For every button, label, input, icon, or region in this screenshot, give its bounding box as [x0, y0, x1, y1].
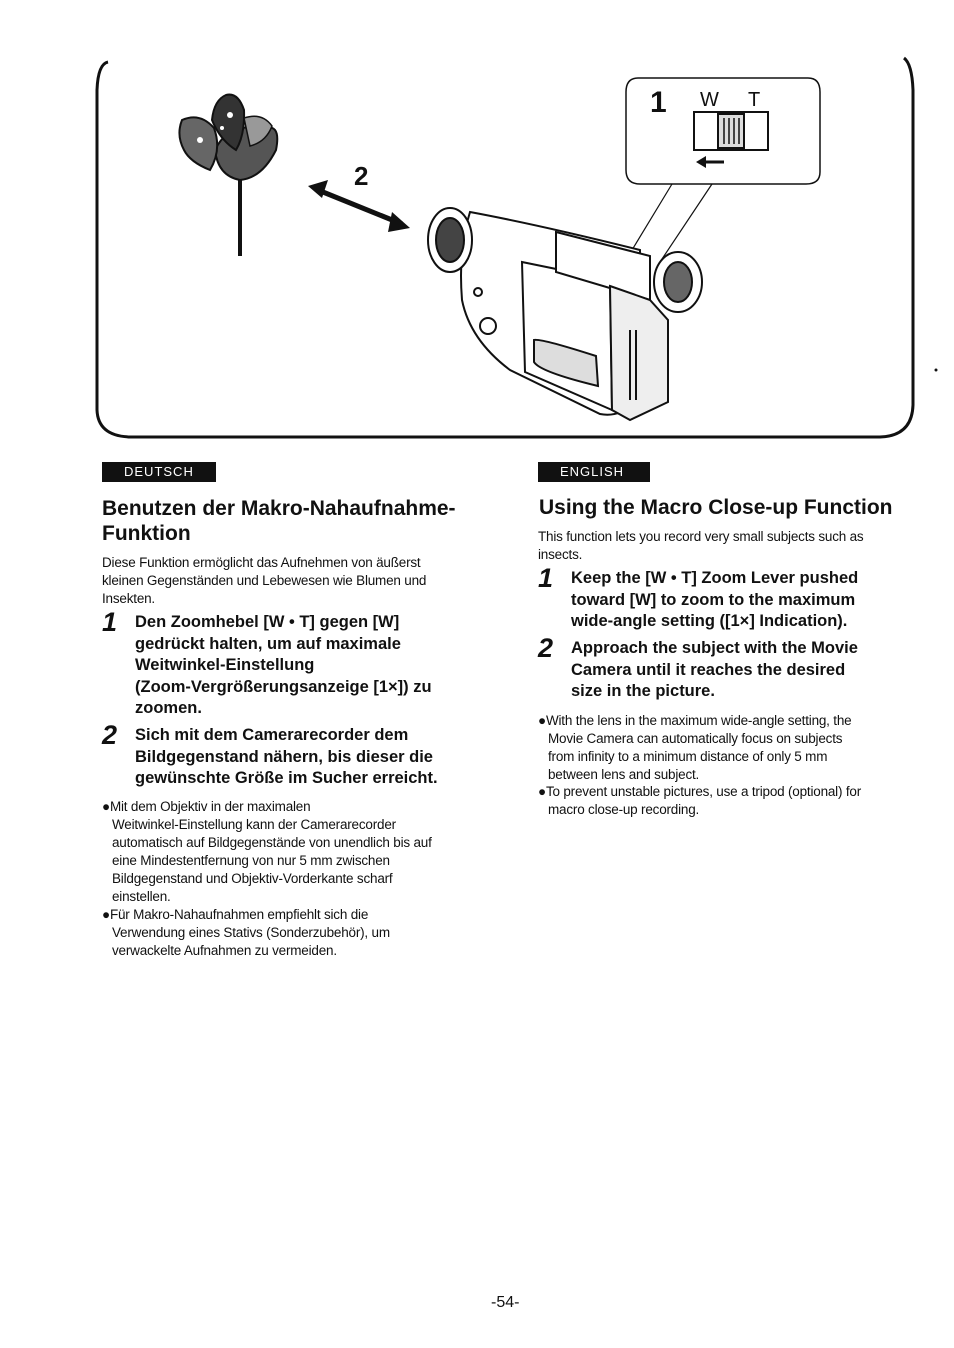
english-step-2-text [571, 638, 938, 703]
deutsch-tab [102, 462, 216, 482]
english-tab-label: ENGLISH [560, 464, 625, 479]
note-line: einstellen. [112, 889, 171, 904]
deutsch-step-1-text [135, 612, 502, 720]
step-line: zoomen. [135, 699, 202, 717]
english-step-1-number: 1 [538, 563, 554, 593]
note-line: ●With the lens in the maximum wide-angle setting, the [538, 713, 852, 728]
english-note-2 [538, 783, 938, 819]
deutsch-intro [102, 554, 502, 607]
step-line: Bildgegenstand nähern, bis dieser die [135, 747, 433, 766]
english-tab [538, 462, 650, 482]
note-line: eine Mindestentfernung von nur 5 mm zwischen [112, 853, 390, 868]
deutsch-title-line-2: Funktion [102, 522, 191, 545]
step-line: Den Zoomhebel [W • T] gegen [W] [135, 613, 400, 631]
deutsch-note-1 [104, 798, 504, 906]
deutsch-step-2-text [135, 725, 502, 790]
step-line: wide-angle setting ([1×] Indication). [571, 612, 848, 630]
note-line: between lens and subject. [548, 767, 700, 782]
note-line: Bildgegenstand und Objektiv-Vorderkante scharf [112, 871, 393, 886]
deutsch-step-2 [102, 720, 502, 790]
note-line: Movie Camera can automatically focus on subjects [548, 731, 843, 746]
deutsch-intro-line: kleinen Gegenständen und Lebewesen wie Blumen und [102, 572, 427, 588]
deutsch-title-line-1: Benutzen der Makro-Nahaufnahme- [102, 497, 456, 520]
lever-t-label: T [748, 89, 761, 111]
deutsch-title [102, 496, 502, 546]
camcorder-icon [428, 208, 702, 420]
step-line: Camera until it reaches the desired [571, 660, 846, 679]
note-line: ●To prevent unstable pictures, use a tripod (optional) for [538, 784, 861, 799]
english-title: Using the Macro Close-up Function [539, 496, 893, 519]
note-line: automatisch auf Bildgegenstände von unendlich bis auf [112, 835, 432, 850]
step-line: toward [W] to zoom to the maximum [571, 590, 856, 609]
step-line: (Zoom-Vergrößerungsanzeige [1×]) zu [135, 677, 432, 696]
english-step-1-text [571, 568, 938, 633]
deutsch-step-1 [102, 607, 502, 720]
step-line: Sich mit dem Camerarecorder dem [135, 726, 409, 744]
deutsch-intro-line: Diese Funktion ermöglicht das Aufnehmen von äußerst [102, 555, 421, 570]
note-line: from infinity to a minimum distance of only 5 mm [548, 749, 828, 764]
deutsch-note-2 [104, 906, 504, 960]
english-step-2 [538, 633, 938, 703]
page-number: -54- [491, 1294, 520, 1311]
english-intro-line: This function lets you record very small subjects such as [538, 529, 864, 544]
butterfly-flower-icon [179, 95, 277, 256]
deutsch-tab-label: DEUTSCH [124, 464, 194, 479]
step-2-figure-label: 2 [354, 161, 369, 191]
step-line: gedrückt halten, um auf maximale [135, 634, 401, 653]
note-line: ●Für Makro-Nahaufnahmen empfiehlt sich die [102, 907, 369, 922]
deutsch-step-2-number: 2 [102, 720, 118, 750]
step-line: Keep the [W • T] Zoom Lever pushed [571, 569, 859, 587]
english-intro [538, 528, 938, 564]
macro-illustration [0, 0, 954, 445]
step-line: size in the picture. [571, 682, 715, 700]
english-note-1 [538, 712, 938, 784]
step-line: Approach the subject with the Movie [571, 639, 858, 657]
note-line: macro close-up recording. [548, 802, 700, 817]
zoom-lever-callout [626, 78, 820, 262]
step-1-figure-label: 1 [650, 86, 667, 119]
zoom-lever-knob [718, 114, 744, 148]
deutsch-intro-line: Insekten. [102, 590, 155, 606]
english-step-1 [538, 563, 938, 633]
note-line: ●Mit dem Objektiv in der maximalen [102, 799, 311, 814]
deutsch-step-1-number: 1 [102, 607, 118, 637]
note-line: Verwendung eines Stativs (Sonderzubehör), um [112, 925, 390, 940]
step-line: gewünschte Größe im Sucher erreicht. [135, 769, 438, 787]
english-step-2-number: 2 [538, 633, 554, 663]
lever-w-label: W [700, 89, 719, 111]
note-line: Weitwinkel-Einstellung kann der Camerarecorder [112, 817, 396, 832]
step-line: Weitwinkel-Einstellung [135, 656, 315, 674]
english-intro-line: insects. [538, 546, 583, 562]
note-line: verwackelte Aufnahmen zu vermeiden. [112, 943, 337, 958]
